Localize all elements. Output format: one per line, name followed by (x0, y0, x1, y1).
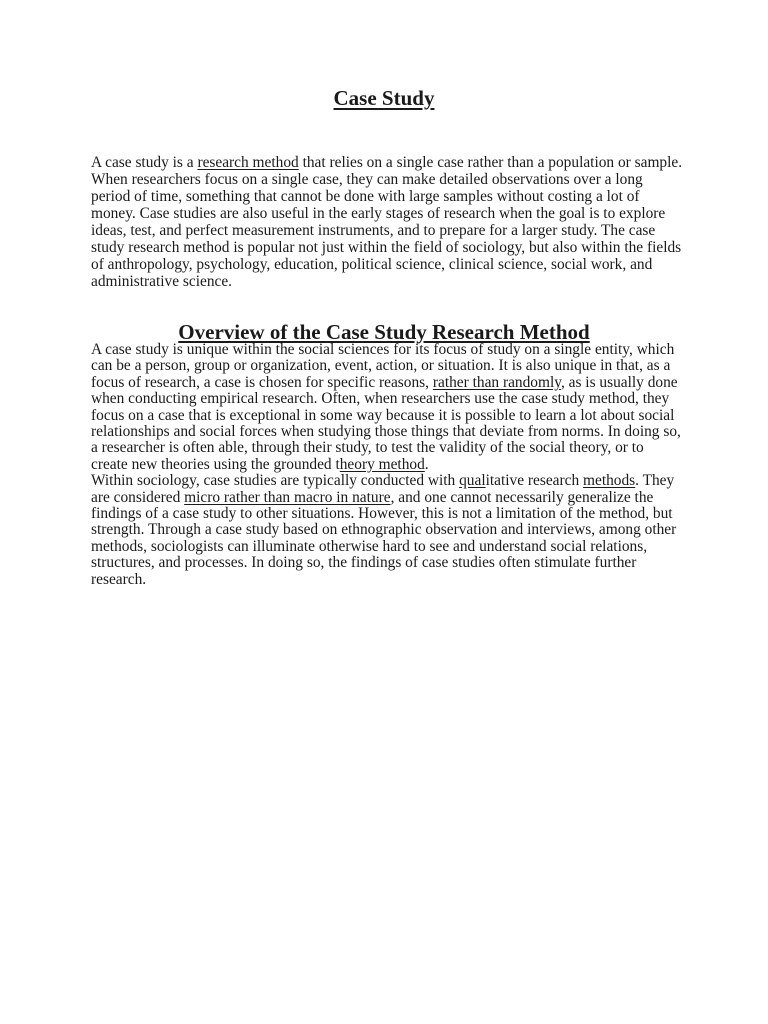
overview-section (91, 342, 683, 588)
methods-link[interactable]: methods (583, 472, 636, 490)
sociology-text-2: itative research (485, 472, 584, 490)
rather-than-randomly-link[interactable]: rather than randomly (432, 373, 561, 391)
qualitative-link[interactable]: qual (459, 472, 486, 490)
theory-method-link[interactable]: heory method (339, 455, 425, 473)
overview-text-2: , as is usually done when conducting empirical research. Often, when researchers use the case study method, they focus on a case that is exceptional in some way because it is possible to learn a lot about social relationships and social forces when studying those things that deviate from norms. In doing so, a researcher is often able, through their study, to test the validity of the social theory, or to create new theories using the grounded t (91, 373, 681, 473)
sociology-text-1: Within sociology, case studies are typically conducted with (91, 472, 460, 490)
document-title: Case Study (333, 86, 435, 110)
overview-text-1: A case study is unique within the social sciences for its focus of study on a single entity, which can be a person, group or organization, event, action, or situation. It is also unique in that, as a focus of research, a case is chosen for specific reasons, (91, 341, 675, 391)
section-heading: Overview of the Case Study Research Method (178, 320, 590, 344)
research-method-link[interactable]: research method (197, 154, 299, 171)
intro-paragraph (91, 154, 683, 290)
intro-text-start: A case study is a (91, 154, 198, 171)
sociology-text-4: , and one cannot necessarily generalize the findings of a case study to other situations. However, this is not a limitation of the method, but strength. Through a case study based on ethnographic observation and interviews, among other methods, sociologists can illuminate otherwise hard to see and understand social relations, structures, and processes. In doing so, the findings of case studies often stimulate further research. (91, 488, 677, 588)
micro-rather-than-macro-link[interactable]: micro rather than macro in nature (184, 488, 391, 506)
overview-text-3: . (424, 455, 429, 473)
sociology-text-3: . They are considered (91, 472, 675, 506)
intro-text-rest: that relies on a single case rather than a population or sample. When researchers focus on a single case, they can make detailed observations over a long period of time, something that cannot be done with large samples without costing a lot of money. Case studies are also useful in the early stages of research when the goal is to explore ideas, test, and perfect measurement instruments, and to prepare for a larger study. The case study research method is popular not just within the field of sociology, but also within the fields of anthropology, psychology, education, political science, clinical science, social work, and administrative science. (91, 154, 683, 290)
